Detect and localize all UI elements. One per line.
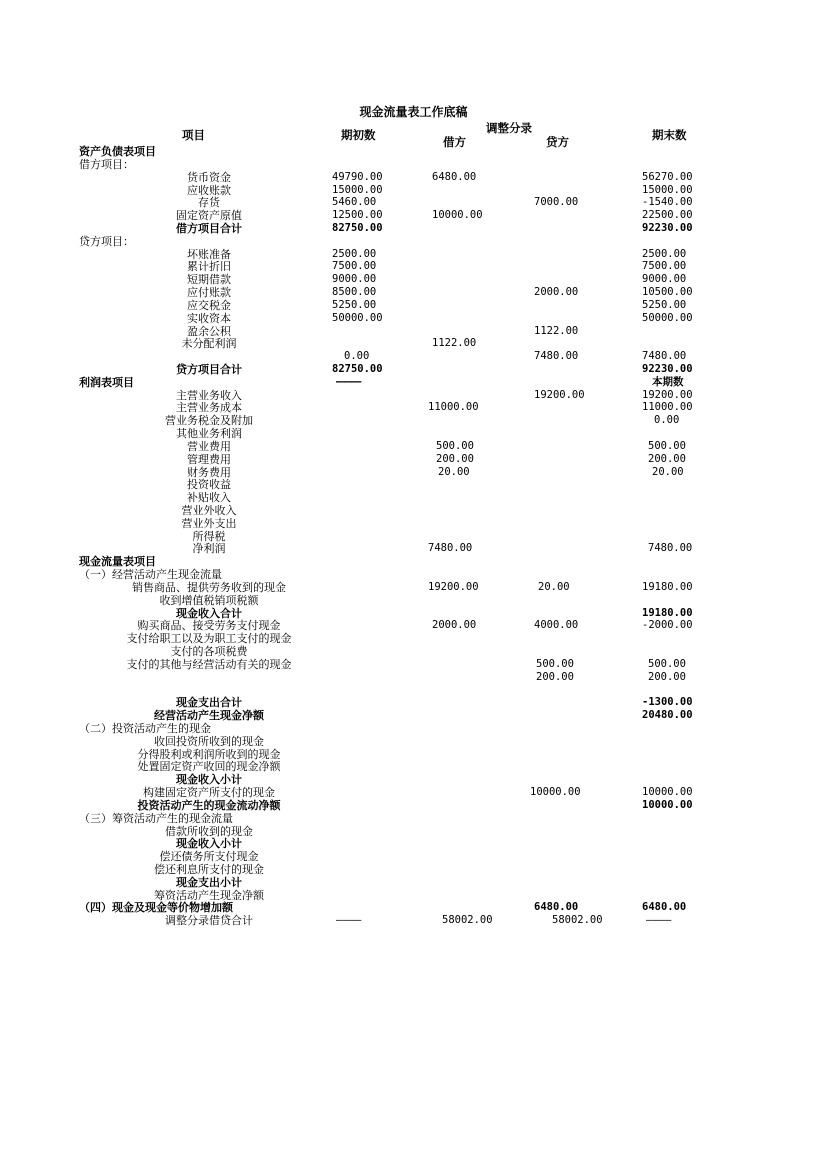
row-label: 货币资金 [187, 170, 231, 184]
row-label: 主营业务收入 [176, 388, 242, 402]
table-row [0, 235, 827, 248]
end-value: 20480.00 [642, 709, 693, 722]
table-row [0, 350, 827, 363]
row-label: 其他业务利润 [176, 427, 242, 440]
end-value: 7500.00 [642, 260, 687, 273]
begin-value: 12500.00 [332, 209, 383, 222]
row-label: 购买商品、接受劳务支付现金 [137, 619, 281, 633]
end-value: 0.00 [654, 414, 680, 427]
table-row [0, 184, 827, 197]
row-label: 坏账准备 [187, 247, 231, 261]
table-row [0, 325, 827, 338]
row-label: 投资收益 [187, 478, 231, 492]
row-label: 现金收入合计 [176, 606, 242, 620]
table-row [0, 568, 827, 581]
begin-value: 7500.00 [332, 260, 377, 273]
row-label: 实收资本 [187, 311, 231, 325]
row-label: 短期借款 [187, 273, 231, 287]
table-row [0, 683, 827, 696]
table-row [0, 222, 827, 235]
table-row [0, 619, 827, 632]
row-label: 贷方项目： [79, 234, 134, 248]
table-row [0, 171, 827, 184]
end-value: 56270.00 [642, 170, 693, 183]
debit-value: 1122.00 [432, 337, 477, 350]
begin-value: 82750.00 [332, 362, 383, 375]
row-label: 借方项目合计 [176, 221, 242, 235]
row-label: 净利润 [192, 542, 226, 556]
header-debit: 借方 [443, 135, 466, 149]
end-value: 92230.00 [642, 362, 693, 375]
table-row [0, 645, 827, 658]
table-row [0, 453, 827, 466]
row-label: 补贴收入 [187, 491, 231, 505]
end-value: 50000.00 [642, 311, 693, 324]
end-value: -1540.00 [642, 196, 693, 209]
row-label: 累计折旧 [187, 260, 231, 274]
header-end: 期末数 [652, 128, 687, 142]
table-row [0, 337, 827, 350]
table-row [0, 709, 827, 722]
table-row [0, 260, 827, 273]
credit-value: 500.00 [536, 657, 574, 670]
row-label: 收到增值税销项税额 [159, 593, 259, 607]
table-row [0, 466, 827, 479]
table-row [0, 248, 827, 261]
table-row [0, 889, 827, 902]
end-value: 本期数 [652, 375, 684, 388]
table-row [0, 517, 827, 530]
end-value: -2000.00 [642, 619, 693, 632]
end-value: -1300.00 [642, 696, 693, 709]
table-row [0, 389, 827, 402]
row-label: 构建固定资产所支付的现金 [143, 786, 275, 799]
end-value: 200.00 [648, 670, 686, 683]
row-label: （二）投资活动产生的现金 [79, 721, 211, 735]
row-label: 支付的其他与经营活动有关的现金 [126, 657, 292, 671]
row-label: 调整分录借贷合计 [165, 914, 253, 928]
end-value: 200.00 [648, 452, 686, 465]
row-label: 支付给职工以及为职工支付的现金 [126, 632, 292, 646]
debit-value: 58002.00 [442, 914, 493, 927]
table-row [0, 696, 827, 709]
table-row [0, 401, 827, 414]
table-row [0, 632, 827, 645]
row-label: 借方项目： [79, 157, 134, 171]
header-credit: 贷方 [546, 135, 569, 149]
end-value: 10000.00 [642, 798, 693, 811]
begin-value: 15000.00 [332, 183, 383, 196]
table-row [0, 901, 827, 914]
table-row [0, 312, 827, 325]
table-row [0, 530, 827, 543]
debit-value: 500.00 [436, 439, 474, 452]
row-label: （一）经营活动产生现金流量 [79, 568, 222, 582]
begin-value: 5250.00 [332, 298, 377, 311]
row-label: 应交税金 [187, 298, 231, 312]
end-value: 15000.00 [642, 183, 693, 196]
table-row [0, 837, 827, 850]
end-value: 7480.00 [642, 350, 687, 363]
table-row [0, 299, 827, 312]
table-row [0, 760, 827, 773]
table-row [0, 658, 827, 671]
begin-value: ———— [336, 914, 362, 927]
credit-value: 6480.00 [534, 901, 579, 914]
row-label: 管理费用 [187, 452, 231, 466]
row-label: 投资活动产生的现金流动净额 [137, 798, 281, 812]
end-value: 92230.00 [642, 221, 693, 234]
debit-value: 11000.00 [428, 401, 479, 414]
debit-value: 19200.00 [428, 580, 479, 593]
table-row [0, 504, 827, 517]
table-row [0, 594, 827, 607]
table-row [0, 414, 827, 427]
row-label: 现金收入小计 [176, 837, 242, 851]
begin-value: ———— [336, 375, 362, 388]
row-label: 经营活动产生现金净额 [154, 709, 264, 723]
credit-value: 2000.00 [534, 286, 579, 298]
row-label: 贷方项目合计 [176, 362, 242, 376]
row-label: 营业务税金及附加 [165, 414, 253, 428]
end-value: 2500.00 [642, 247, 687, 260]
row-label: 偿还利息所支付的现金 [154, 862, 264, 876]
credit-value: 200.00 [536, 670, 574, 683]
end-value: 500.00 [648, 439, 686, 452]
end-value: ———— [646, 914, 672, 927]
begin-value: 50000.00 [332, 311, 383, 324]
row-label: 应付账款 [187, 286, 231, 299]
table-row [0, 825, 827, 838]
end-value: 19180.00 [642, 580, 693, 593]
debit-value: 2000.00 [432, 619, 477, 632]
row-label: （四）现金及现金等价物增加额 [79, 901, 233, 915]
row-label: 支付的各项税费 [170, 645, 248, 658]
table-row [0, 735, 827, 748]
header-item: 项目 [182, 128, 205, 142]
table-row [0, 555, 827, 568]
row-label: 存货 [198, 196, 220, 210]
debit-value: 20.00 [438, 465, 470, 478]
table-row [0, 914, 827, 927]
table-row [0, 376, 827, 389]
table-row [0, 786, 827, 799]
row-label: 营业外支出 [181, 516, 237, 530]
table-row [0, 209, 827, 222]
end-value: 20.00 [652, 465, 684, 478]
table-row [0, 427, 827, 440]
credit-value: 1122.00 [534, 324, 579, 337]
table-row [0, 671, 827, 684]
end-value: 10500.00 [642, 286, 693, 298]
table-row [0, 876, 827, 889]
row-label: 所得税 [192, 529, 226, 543]
row-label: 财务费用 [187, 465, 231, 479]
table-row [0, 607, 827, 620]
row-label: 应收账款 [187, 183, 231, 197]
debit-value: 10000.00 [432, 209, 483, 222]
row-label: 现金支出合计 [176, 696, 242, 710]
begin-value: 0.00 [344, 350, 370, 363]
end-value: 19180.00 [642, 606, 693, 619]
row-label: 现金收入小计 [176, 773, 242, 787]
begin-value: 5460.00 [332, 196, 377, 209]
row-label: 主营业务成本 [176, 401, 242, 415]
row-label: 偿还债务所支付现金 [159, 850, 259, 864]
row-label: 处置固定资产收回的现金净额 [137, 760, 281, 774]
table-row [0, 581, 827, 594]
table-row [0, 440, 827, 453]
table-row [0, 722, 827, 735]
row-label: 销售商品、提供劳务收到的现金 [132, 580, 286, 594]
row-label: （三）筹资活动产生的现金流量 [79, 811, 233, 825]
credit-value: 19200.00 [534, 388, 585, 401]
debit-value: 200.00 [436, 452, 474, 465]
row-label: 资产负债表项目 [79, 145, 156, 158]
end-value: 10000.00 [642, 786, 693, 798]
row-label: 分得股利或利润所收到的现金 [137, 747, 281, 761]
row-label: 现金流量表项目 [79, 555, 156, 569]
header-adjust: 调整分录 [486, 121, 532, 135]
sheet-title: 现金流量表工作底稿 [359, 105, 468, 119]
table-row [0, 491, 827, 504]
credit-value: 20.00 [538, 580, 570, 593]
table-row [0, 542, 827, 555]
begin-value: 8500.00 [332, 286, 377, 298]
debit-value: 6480.00 [432, 170, 477, 183]
table-row [0, 812, 827, 825]
end-value: 22500.00 [642, 209, 693, 222]
table-row [0, 196, 827, 209]
debit-value: 7480.00 [428, 542, 473, 555]
row-label: 盈余公积 [187, 324, 231, 338]
table-row [0, 478, 827, 491]
credit-value: 7000.00 [534, 196, 579, 209]
table-row [0, 773, 827, 786]
end-value: 7480.00 [648, 542, 693, 555]
row-label: 营业外收入 [181, 504, 237, 517]
row-label: 固定资产原值 [176, 209, 242, 223]
table-row [0, 158, 827, 171]
begin-value: 49790.00 [332, 170, 383, 183]
row-label: 利润表项目 [79, 375, 134, 389]
end-value: 19200.00 [642, 388, 693, 401]
end-value: 9000.00 [642, 273, 687, 286]
header-begin: 期初数 [341, 128, 376, 142]
credit-value: 4000.00 [534, 619, 579, 632]
end-value: 5250.00 [642, 298, 687, 311]
begin-value: 2500.00 [332, 247, 377, 260]
table-row [0, 748, 827, 761]
table-row [0, 863, 827, 876]
table-row [0, 273, 827, 286]
table-row [0, 850, 827, 863]
table-row [0, 799, 827, 812]
row-label: 借款所收到的现金 [165, 824, 253, 838]
row-label: 现金支出小计 [176, 875, 242, 889]
row-label: 收回投资所收到的现金 [154, 734, 264, 748]
begin-value: 82750.00 [332, 221, 383, 234]
end-value: 11000.00 [642, 401, 693, 414]
end-value: 6480.00 [642, 901, 687, 914]
row-label: 未分配利润 [181, 337, 237, 351]
table-row [0, 363, 827, 376]
credit-value: 7480.00 [534, 350, 579, 363]
begin-value: 9000.00 [332, 273, 377, 286]
end-value: 500.00 [648, 657, 686, 670]
row-label: 筹资活动产生现金净额 [154, 888, 264, 902]
row-label: 营业费用 [187, 439, 231, 453]
table-row [0, 145, 827, 158]
credit-value: 58002.00 [552, 914, 603, 927]
table-row [0, 286, 827, 299]
credit-value: 10000.00 [530, 786, 581, 798]
